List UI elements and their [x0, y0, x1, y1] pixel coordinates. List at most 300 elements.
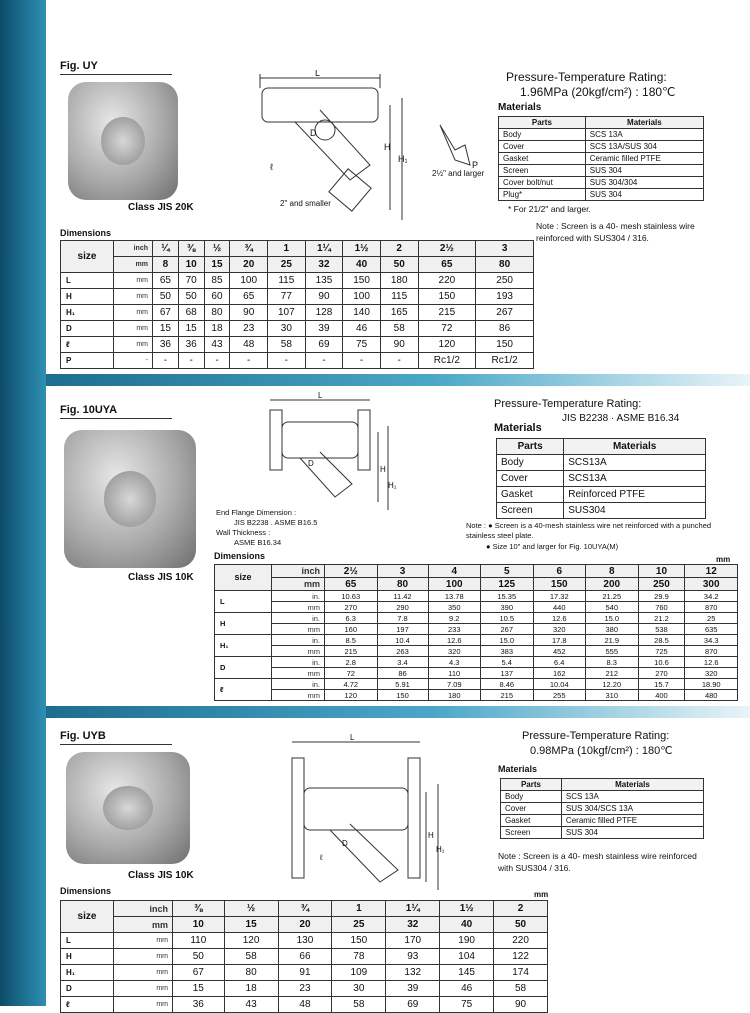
size-header: size	[61, 241, 114, 273]
rating-title: Pressure-Temperature Rating:	[506, 70, 667, 84]
screen-note: Note : ● Screen is a 40-mesh stainless wire net reinforced with a punched stainless steel plate.	[466, 521, 712, 540]
table-cell: 43	[204, 337, 230, 353]
part-name: Plug*	[499, 189, 586, 201]
table-row	[215, 602, 738, 613]
flange-note-line: ASME B16.34	[234, 538, 282, 547]
valve-photo-uy	[68, 82, 178, 200]
table-cell: 17.8	[533, 635, 586, 646]
table-cell: 85	[204, 273, 230, 289]
part-name: Screen	[501, 827, 562, 839]
table-cell: 290	[377, 602, 428, 613]
class-label: Class JIS 20K	[128, 202, 194, 213]
rating-title: Pressure-Temperature Rating:	[494, 398, 642, 410]
table-cell: 46	[343, 321, 381, 337]
flange-note	[216, 508, 317, 548]
rating-value: 0.98MPa (10kgf/cm²) : 180℃	[530, 745, 673, 757]
figure-label-underline	[60, 418, 172, 419]
table-cell: 215	[481, 690, 534, 701]
table-cell: 150	[343, 273, 381, 289]
size-mm: 50	[494, 917, 548, 933]
row-unit: mm	[114, 965, 173, 981]
table-cell: 267	[476, 305, 534, 321]
left-accent-bar	[0, 0, 46, 1006]
table-cell: 380	[586, 624, 639, 635]
flange-note-line: Wall Thickness :	[216, 528, 271, 537]
size-inch: 3	[476, 241, 534, 257]
materials-title: Materials	[494, 422, 542, 434]
table-cell: 150	[476, 337, 534, 353]
table-cell: 86	[377, 668, 428, 679]
row-label: ℓ	[61, 337, 114, 353]
table-cell: 7.09	[428, 679, 481, 690]
size-inch: 3	[377, 565, 428, 578]
dimensions-table-10uya	[214, 564, 738, 701]
table-cell: 8.5	[325, 635, 378, 646]
rating-title: Pressure-Temperature Rating:	[522, 730, 670, 742]
table-cell: 110	[428, 668, 481, 679]
table-cell: -	[178, 353, 204, 369]
table-cell: 68	[178, 305, 204, 321]
table-cell: 635	[685, 624, 738, 635]
table-cell: 160	[325, 624, 378, 635]
table-row	[61, 981, 548, 997]
mm-label: mm	[272, 578, 325, 591]
table-row	[215, 679, 738, 690]
part-material: Ceramic filled PTFE	[585, 153, 703, 165]
row-label: H₁	[215, 635, 272, 657]
table-cell: 130	[278, 933, 332, 949]
table-cell: -	[305, 353, 343, 369]
table-cell: 34.3	[685, 635, 738, 646]
table-row	[61, 933, 548, 949]
row-unit: -	[114, 353, 153, 369]
table-cell: 46	[440, 981, 494, 997]
size-mm: 40	[440, 917, 494, 933]
row-unit: mm	[114, 273, 153, 289]
table-cell: 50	[178, 289, 204, 305]
table-cell: 174	[494, 965, 548, 981]
screen-note: Note : Screen is a 40- mesh stainless wire reinforced with SUS304 / 316.	[536, 221, 695, 243]
table-cell: 140	[343, 305, 381, 321]
rating-value: 1.96MPa (20kgf/cm²) : 180℃	[520, 85, 676, 99]
size-mm: 250	[638, 578, 685, 591]
row-unit: mm	[114, 305, 153, 321]
size-mm: 65	[325, 578, 378, 591]
table-cell: 120	[224, 933, 278, 949]
part-material: SUS 304/304	[585, 177, 703, 189]
materials-title: Materials	[498, 102, 542, 113]
table-cell: 5.4	[481, 657, 534, 668]
table-cell: 9.2	[428, 613, 481, 624]
table-cell: 150	[377, 690, 428, 701]
table-cell: 109	[332, 965, 386, 981]
svg-text:D: D	[342, 839, 348, 848]
table-cell: 58	[332, 997, 386, 1013]
part-material: SUS 304	[585, 189, 703, 201]
figure-label: Fig. 10UYA	[60, 404, 118, 416]
table-cell: 193	[476, 289, 534, 305]
table-cell: 48	[230, 337, 268, 353]
table-cell: 12.6	[685, 657, 738, 668]
table-row	[61, 965, 548, 981]
svg-text:D: D	[308, 459, 314, 468]
row-unit: mm	[272, 602, 325, 613]
table-cell: 10.4	[377, 635, 428, 646]
table-cell: 190	[440, 933, 494, 949]
size-inch: 4	[428, 565, 481, 578]
part-name: Cover	[497, 471, 564, 487]
screen-note: Note : Screen is a 40- mesh stainless wire reinforced with SUS304 / 316.	[498, 851, 697, 873]
table-cell: 90	[230, 305, 268, 321]
table-cell: 197	[377, 624, 428, 635]
row-label: H	[61, 949, 114, 965]
table-row	[61, 305, 534, 321]
size-inch: 10	[638, 565, 685, 578]
part-material: SCS 13A	[561, 791, 703, 803]
materials-table	[498, 116, 704, 201]
table-cell: 72	[418, 321, 476, 337]
table-cell: 36	[173, 997, 225, 1013]
part-material: SUS304	[564, 503, 706, 519]
table-cell: 4.72	[325, 679, 378, 690]
table-cell: 93	[386, 949, 440, 965]
svg-text:ℓ: ℓ	[270, 162, 273, 172]
materials-header-parts: Parts	[501, 779, 562, 791]
table-cell: 10.63	[325, 591, 378, 602]
row-label: ℓ	[61, 997, 114, 1013]
table-cell: 233	[428, 624, 481, 635]
table-cell: 122	[494, 949, 548, 965]
table-cell: 8.3	[586, 657, 639, 668]
class-label: Class JIS 10K	[128, 572, 194, 583]
table-cell: -	[380, 353, 418, 369]
section-divider-band	[46, 706, 750, 718]
table-cell: 270	[638, 668, 685, 679]
table-row	[61, 273, 534, 289]
size-mm: 200	[586, 578, 639, 591]
table-cell: 725	[638, 646, 685, 657]
table-cell: 36	[178, 337, 204, 353]
row-unit: in.	[272, 635, 325, 646]
table-cell: 2.8	[325, 657, 378, 668]
table-cell: 75	[440, 997, 494, 1013]
table-cell: 21.9	[586, 635, 639, 646]
table-cell: 220	[418, 273, 476, 289]
table-cell: 145	[440, 965, 494, 981]
table-cell: 12.6	[428, 635, 481, 646]
inch-label: inch	[272, 565, 325, 578]
table-cell: 43	[224, 997, 278, 1013]
size-mm: 15	[204, 257, 230, 273]
size-inch: 1½	[440, 901, 494, 917]
table-cell: 66	[278, 949, 332, 965]
size-mm: 10	[173, 917, 225, 933]
inch-label: inch	[114, 901, 173, 917]
table-cell: 170	[386, 933, 440, 949]
size-inch: 6	[533, 565, 586, 578]
table-cell: 162	[533, 668, 586, 679]
figure-label-underline	[60, 74, 172, 75]
table-cell: 10.04	[533, 679, 586, 690]
table-cell: 220	[494, 933, 548, 949]
table-cell: 12.20	[586, 679, 639, 690]
size-mm: 32	[386, 917, 440, 933]
table-row	[61, 337, 534, 353]
table-cell: 67	[153, 305, 179, 321]
table-cell: 58	[380, 321, 418, 337]
table-cell: 50	[153, 289, 179, 305]
table-cell: 400	[638, 690, 685, 701]
table-row	[215, 635, 738, 646]
svg-text:H: H	[428, 831, 434, 840]
svg-text:H₁: H₁	[436, 845, 445, 854]
table-cell: 150	[332, 933, 386, 949]
table-cell: 350	[428, 602, 481, 613]
table-cell: 72	[325, 668, 378, 679]
materials-header-materials: Materials	[561, 779, 703, 791]
part-material: SCS 13A	[585, 129, 703, 141]
size-inch: 12	[685, 565, 738, 578]
row-label: H	[215, 613, 272, 635]
table-cell: 135	[305, 273, 343, 289]
row-unit: in.	[272, 613, 325, 624]
table-cell: 34.2	[685, 591, 738, 602]
table-cell: 12.6	[533, 613, 586, 624]
materials-header-materials: Materials	[585, 117, 703, 129]
table-cell: 270	[325, 602, 378, 613]
row-label: D	[61, 321, 114, 337]
table-cell: 120	[418, 337, 476, 353]
table-cell: 132	[386, 965, 440, 981]
row-unit: mm	[114, 337, 153, 353]
table-cell: 10.5	[481, 613, 534, 624]
table-cell: 21.2	[638, 613, 685, 624]
row-label: H₁	[61, 305, 114, 321]
svg-text:H₁: H₁	[388, 481, 397, 490]
row-label: H₁	[61, 965, 114, 981]
part-material: SUS 304/SCS 13A	[561, 803, 703, 815]
part-name: Cover	[501, 803, 562, 815]
flange-note-line: JIS B2238 . ASME B16.5	[234, 518, 318, 527]
size-mm: 100	[428, 578, 481, 591]
size-mm: 25	[268, 257, 306, 273]
table-cell: 540	[586, 602, 639, 613]
table-row	[61, 949, 548, 965]
table-cell: 255	[533, 690, 586, 701]
row-label: H	[61, 289, 114, 305]
table-cell: 39	[386, 981, 440, 997]
table-cell: 390	[481, 602, 534, 613]
table-cell: 36	[153, 337, 179, 353]
table-cell: 137	[481, 668, 534, 679]
table-cell: 5.91	[377, 679, 428, 690]
table-cell: 65	[230, 289, 268, 305]
table-cell: 60	[204, 289, 230, 305]
table-cell: Rc1/2	[476, 353, 534, 369]
part-name: Screen	[499, 165, 586, 177]
table-cell: 75	[343, 337, 381, 353]
mm-unit-note: mm	[534, 890, 549, 899]
part-name: Body	[499, 129, 586, 141]
table-cell: 538	[638, 624, 685, 635]
table-cell: 80	[224, 965, 278, 981]
table-cell: 383	[481, 646, 534, 657]
figure-label: Fig. UY	[60, 60, 98, 72]
svg-text:H₁: H₁	[398, 154, 408, 164]
table-cell: 115	[380, 289, 418, 305]
size-mm: 32	[305, 257, 343, 273]
mm-unit-note: mm	[716, 555, 731, 564]
table-cell: 15.0	[481, 635, 534, 646]
table-cell: 212	[586, 668, 639, 679]
class-label: Class JIS 10K	[128, 870, 194, 881]
table-cell: 25	[685, 613, 738, 624]
svg-text:H: H	[384, 142, 391, 152]
table-cell: 23	[230, 321, 268, 337]
part-name: Body	[501, 791, 562, 803]
svg-text:H: H	[380, 465, 386, 474]
section-divider-band	[46, 374, 750, 386]
row-label: L	[215, 591, 272, 613]
table-cell: 15.7	[638, 679, 685, 690]
table-row	[215, 624, 738, 635]
table-cell: 104	[440, 949, 494, 965]
valve-photo-uyb	[66, 752, 190, 864]
caption-large-sizes: 2½" and larger	[432, 169, 485, 178]
part-name: Gasket	[499, 153, 586, 165]
table-cell: 100	[343, 289, 381, 305]
table-cell: 8.46	[481, 679, 534, 690]
table-cell: 6.4	[533, 657, 586, 668]
size-mm: 20	[278, 917, 332, 933]
size-header: size	[215, 565, 272, 591]
table-cell: 28.5	[638, 635, 685, 646]
table-row	[61, 353, 534, 369]
table-cell: 150	[418, 289, 476, 305]
row-unit: mm	[272, 646, 325, 657]
size-mm: 125	[481, 578, 534, 591]
table-cell: 115	[268, 273, 306, 289]
size-inch: ⅜	[178, 241, 204, 257]
table-cell: 77	[268, 289, 306, 305]
table-cell: 58	[268, 337, 306, 353]
inch-label: inch	[114, 241, 153, 257]
part-name: Cover	[499, 141, 586, 153]
row-unit: mm	[114, 321, 153, 337]
dimensions-table-uyb	[60, 900, 548, 1013]
table-cell: 180	[428, 690, 481, 701]
table-cell: 870	[685, 602, 738, 613]
size-mm: 10	[178, 257, 204, 273]
materials-footnote: * For 21/2" and larger.	[508, 204, 591, 214]
table-row	[215, 613, 738, 624]
part-name: Cover bolt/nut	[499, 177, 586, 189]
size-inch: ½	[224, 901, 278, 917]
row-label: P	[61, 353, 114, 369]
table-row	[61, 289, 534, 305]
size-inch: 2½	[325, 565, 378, 578]
uyb-dimension-drawing	[280, 732, 450, 892]
row-unit: mm	[114, 997, 173, 1013]
table-cell: 69	[386, 997, 440, 1013]
table-cell: 29.9	[638, 591, 685, 602]
size-mm: 80	[476, 257, 534, 273]
part-material: SCS13A	[564, 471, 706, 487]
table-cell: 18.90	[685, 679, 738, 690]
size-inch: 1½	[343, 241, 381, 257]
part-name: Gasket	[497, 487, 564, 503]
row-unit: mm	[114, 949, 173, 965]
svg-text:D: D	[310, 128, 317, 138]
row-unit: mm	[272, 690, 325, 701]
table-cell: 4.3	[428, 657, 481, 668]
row-unit: mm	[114, 289, 153, 305]
row-unit: in.	[272, 591, 325, 602]
dimensions-title: Dimensions	[60, 886, 112, 896]
size-inch: ½	[204, 241, 230, 257]
materials-header-parts: Parts	[499, 117, 586, 129]
table-cell: 120	[325, 690, 378, 701]
table-cell: 320	[428, 646, 481, 657]
table-row	[61, 997, 548, 1013]
table-cell: 15.35	[481, 591, 534, 602]
size-inch: 2½	[418, 241, 476, 257]
table-cell: 440	[533, 602, 586, 613]
table-cell: 90	[305, 289, 343, 305]
rating-value: JIS B2238 · ASME B16.34	[562, 413, 680, 424]
table-cell: 17.32	[533, 591, 586, 602]
table-cell: 480	[685, 690, 738, 701]
size-mm: 150	[533, 578, 586, 591]
row-unit: mm	[114, 981, 173, 997]
materials-table	[496, 438, 706, 519]
row-label: D	[215, 657, 272, 679]
table-cell: 180	[380, 273, 418, 289]
table-cell: 70	[178, 273, 204, 289]
table-cell: 760	[638, 602, 685, 613]
mm-label: mm	[114, 257, 153, 273]
row-label: L	[61, 273, 114, 289]
size-mm: 50	[380, 257, 418, 273]
table-cell: 13.78	[428, 591, 481, 602]
size-inch: ¾	[278, 901, 332, 917]
materials-table	[500, 778, 704, 839]
table-cell: 78	[332, 949, 386, 965]
table-cell: 15.0	[586, 613, 639, 624]
size-mm: 8	[153, 257, 179, 273]
table-cell: 107	[268, 305, 306, 321]
table-cell: 267	[481, 624, 534, 635]
table-cell: 870	[685, 646, 738, 657]
table-row	[215, 591, 738, 602]
table-cell: 110	[173, 933, 225, 949]
size-inch: 2	[380, 241, 418, 257]
table-cell: 90	[494, 997, 548, 1013]
flange-note-line: End Flange Dimension :	[216, 508, 297, 517]
dimensions-title: Dimensions	[60, 228, 112, 238]
table-cell: 320	[533, 624, 586, 635]
table-cell: -	[268, 353, 306, 369]
part-material: SCS13A	[564, 455, 706, 471]
figure-label-underline	[60, 744, 172, 745]
part-material: Ceramic filled PTFE	[561, 815, 703, 827]
svg-text:L: L	[318, 392, 323, 400]
part-material: Reinforced PTFE	[564, 487, 706, 503]
table-cell: 91	[278, 965, 332, 981]
row-label: L	[61, 933, 114, 949]
mm-row	[61, 257, 534, 273]
size-header: size	[61, 901, 114, 933]
